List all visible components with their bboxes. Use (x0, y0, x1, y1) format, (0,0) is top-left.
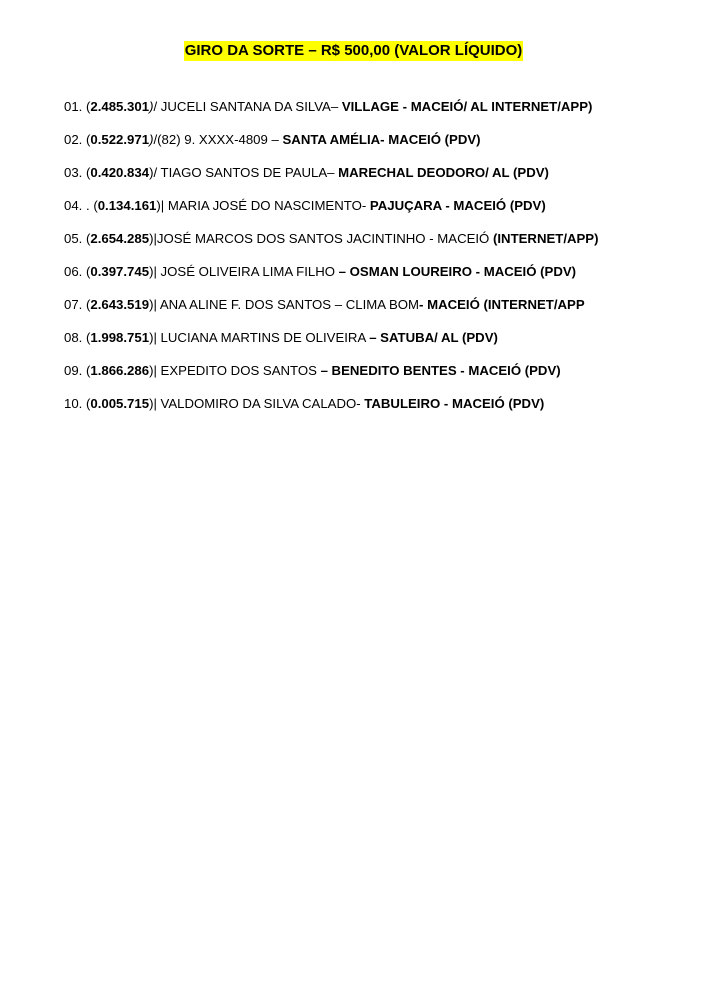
ticket-code: 2.643.519 (90, 297, 150, 312)
winner-location: – BENEDITO BENTES - MACEIÓ (PDV) (320, 363, 561, 378)
winner-entry-04 (64, 197, 694, 230)
ticket-code: 0.397.745 (90, 264, 150, 279)
winner-entry-03 (64, 164, 694, 197)
winner-name: / JUCELI SANTANA DA SILVA– (153, 99, 342, 114)
winner-name: | LUCIANA MARTINS DE OLIVEIRA (153, 330, 370, 345)
entry-number: 05. ( (64, 231, 91, 246)
entry-number: 07. ( (64, 297, 91, 312)
code-close: ) (149, 363, 154, 378)
winner-location: SANTA AMÉLIA- MACEIÓ (PDV) (282, 132, 481, 147)
ticket-code: 1.866.286 (90, 363, 150, 378)
winner-entry-02 (64, 131, 694, 164)
winner-location: MARECHAL DEODORO/ AL (PDV) (338, 165, 549, 180)
entry-number: 04. . ( (64, 198, 98, 213)
winner-location: VILLAGE - MACEIÓ/ AL INTERNET/APP) (341, 99, 593, 114)
winner-entry-05 (64, 230, 694, 263)
winner-location: - MACEIÓ (INTERNET/APP (419, 297, 585, 312)
entry-number: 03. ( (64, 165, 91, 180)
winner-name: | VALDOMIRO DA SILVA CALADO- (153, 396, 365, 411)
title-container (0, 41, 707, 61)
document-title: GIRO DA SORTE – R$ 500,00 (VALOR LÍQUIDO) (184, 42, 523, 59)
code-close: ) (149, 297, 154, 312)
winner-location: – SATUBA/ AL (PDV) (369, 330, 498, 345)
ticket-code: 2.654.285 (90, 231, 150, 246)
entry-number: 09. ( (64, 363, 91, 378)
winner-location: (INTERNET/APP) (492, 231, 599, 246)
winner-entry-09 (64, 362, 694, 395)
winner-name: /(82) 9. XXXX-4809 – (153, 132, 283, 147)
winner-location: TABULEIRO - MACEIÓ (PDV) (364, 396, 545, 411)
winner-name: |JOSÉ MARCOS DOS SANTOS JACINTINHO - MACEIÓ (153, 231, 493, 246)
entry-number: 10. ( (64, 396, 91, 411)
ticket-code: 0.005.715 (90, 396, 150, 411)
winner-entry-06 (64, 263, 694, 296)
code-close: ) (149, 132, 154, 147)
code-close: ) (149, 231, 154, 246)
ticket-code: 0.522.971 (90, 132, 150, 147)
code-close: ) (149, 330, 154, 345)
code-close: ) (149, 264, 154, 279)
winner-name: | JOSÉ OLIVEIRA LIMA FILHO (153, 264, 339, 279)
ticket-code: 0.134.161 (97, 198, 157, 213)
entry-number: 08. ( (64, 330, 91, 345)
winner-entry-07 (64, 296, 694, 329)
ticket-code: 2.485.301 (90, 99, 150, 114)
code-close: ) (156, 198, 161, 213)
ticket-code: 0.420.834 (90, 165, 150, 180)
winner-name: | EXPEDITO DOS SANTOS (153, 363, 321, 378)
code-close: ) (149, 165, 154, 180)
entry-number: 06. ( (64, 264, 91, 279)
winner-entry-08 (64, 329, 694, 362)
entry-number: 02. ( (64, 132, 91, 147)
winner-name: | MARIA JOSÉ DO NASCIMENTO- (160, 198, 370, 213)
winner-entry-10 (64, 395, 694, 428)
winner-name: / TIAGO SANTOS DE PAULA– (153, 165, 339, 180)
winner-entry-01 (64, 98, 694, 131)
code-close: ) (149, 99, 154, 114)
entry-number: 01. ( (64, 99, 91, 114)
ticket-code: 1.998.751 (90, 330, 150, 345)
winner-name: | ANA ALINE F. DOS SANTOS – CLIMA BOM (153, 297, 420, 312)
winners-list (64, 98, 694, 428)
code-close: ) (149, 396, 154, 411)
winner-location: PAJUÇARA - MACEIÓ (PDV) (369, 198, 546, 213)
winner-location: – OSMAN LOUREIRO - MACEIÓ (PDV) (338, 264, 577, 279)
